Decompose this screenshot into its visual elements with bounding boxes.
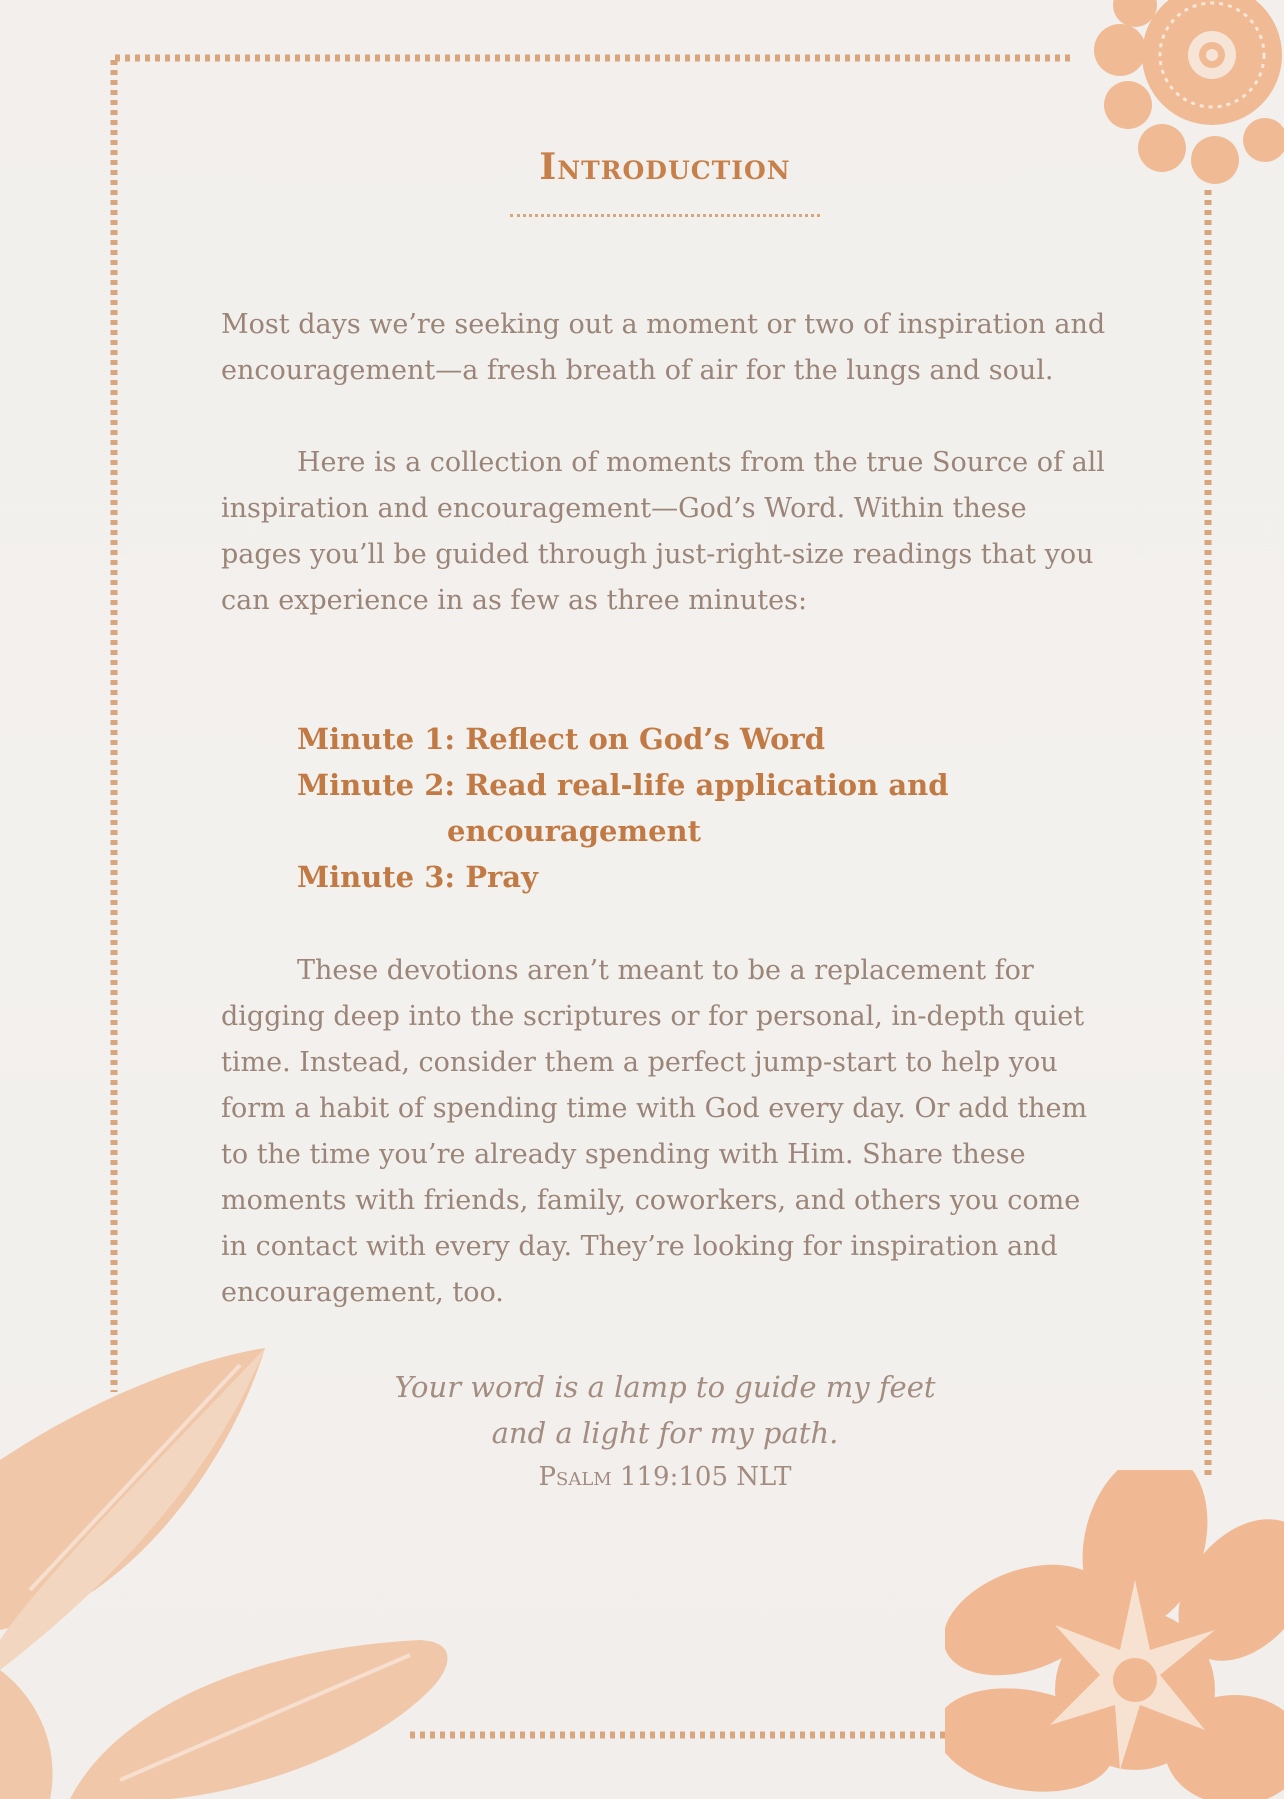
minute-label: Minute 3: Pray	[297, 860, 538, 894]
minute-label-continuation: encouragement	[447, 814, 702, 848]
verse-line: and a light for my path.	[491, 1416, 839, 1450]
minute-item	[297, 854, 1097, 900]
intro-paragraph: Most days we’re seeking out a moment or two of inspiration and encouragement—a fresh breath of air for the lungs and soul.	[221, 309, 1106, 386]
intro-paragraph: Here is a collection of moments from the true Source of all inspiration and encouragement—God’s Word. Within these pages you’ll be guided through just-right-size readings that you can experience in as few as three minutes:	[221, 447, 1105, 616]
scripture-verse	[0, 1364, 1284, 1456]
minute-list	[297, 716, 1097, 900]
verse-citation: Psalm 119:105 NLT	[538, 1462, 792, 1492]
page-title: Introduction	[539, 146, 791, 188]
flower-icon	[945, 1470, 1284, 1799]
title-divider	[510, 214, 820, 217]
minute-label: Minute 1: Reflect on God’s Word	[297, 722, 825, 756]
minute-item	[297, 762, 1097, 854]
minute-item	[297, 716, 1097, 762]
minute-label: Minute 2: Read real-life application and	[297, 768, 949, 802]
verse-line: Your word is a lamp to guide my feet	[394, 1370, 936, 1404]
intro-paragraph: These devotions aren’t meant to be a replacement for digging deep into the scriptures or for personal, in-depth quiet time. Instead, consider them a perfect jump-start to help you form a habit of spending time with God every day. Or add them to the time you’re already spending with Him. Share these moments with friends, family, coworkers, and others you come in contact with every day. They’re looking for inspiration and encouragement, too.	[221, 955, 1088, 1308]
